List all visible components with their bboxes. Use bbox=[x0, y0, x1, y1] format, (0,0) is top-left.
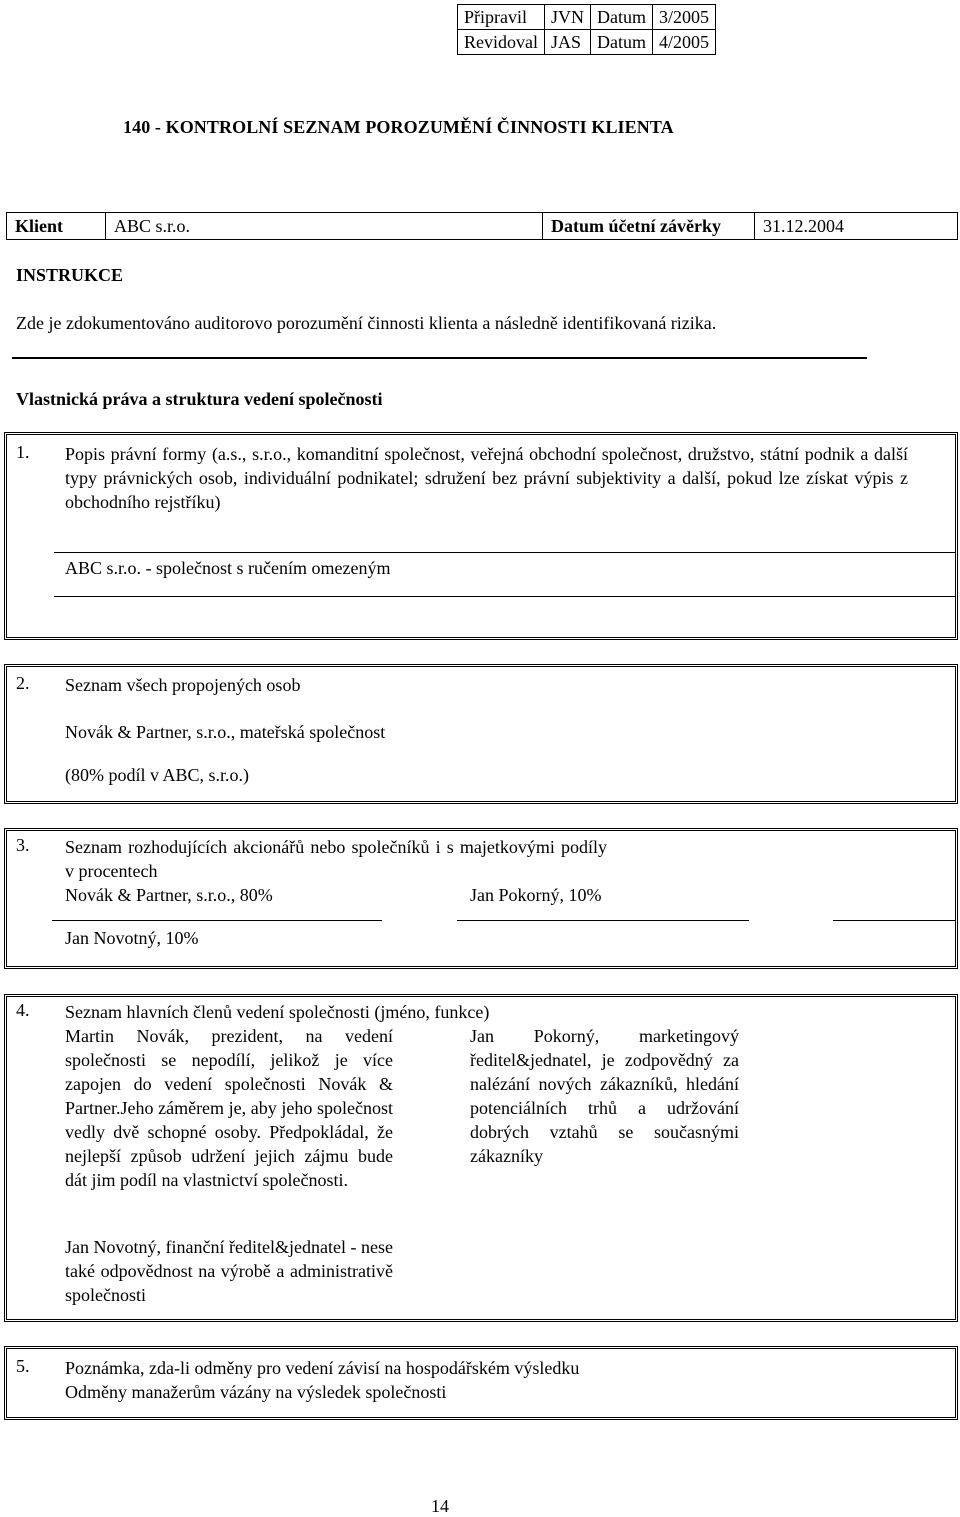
answer-line bbox=[52, 920, 382, 921]
item3-question: Seznam rozhodujících akcionářů nebo společníků i s majetkovými podíly v procentech bbox=[65, 837, 607, 881]
prepared-date-label: Datum bbox=[591, 5, 653, 30]
revised-label: Revidoval bbox=[458, 30, 545, 55]
item5-answer: Odměny manažerům vázány na výsledek společnosti bbox=[65, 1382, 447, 1402]
item1-answer: ABC s.r.o. - společnost s ručením omezeným bbox=[65, 558, 391, 578]
item2-answer-line1: Novák & Partner, s.r.o., mateřská společnost bbox=[65, 722, 386, 742]
answer-line bbox=[54, 596, 955, 597]
item2-number: 2. bbox=[16, 673, 30, 693]
item4-number: 4. bbox=[16, 1000, 30, 1020]
shareholder-1: Novák & Partner, s.r.o., 80% bbox=[65, 885, 273, 905]
prepared-row bbox=[458, 5, 716, 30]
client-table bbox=[6, 212, 958, 240]
item5-question: Poznámka, zda-li odměny pro vedení závisí na hospodářském výsledku bbox=[65, 1358, 580, 1378]
page-number: 14 bbox=[431, 1496, 449, 1516]
divider bbox=[12, 357, 867, 359]
item2-answer-line2: (80% podíl v ABC, s.r.o.) bbox=[65, 765, 250, 785]
closing-date-value: 31.12.2004 bbox=[755, 213, 958, 240]
management-member-2: Jan Pokorný, marketingový ředitel&jednatel, je zodpovědný za nalézání nových zákazníků, hledání potenciálních trhů a udržování dobrých vztahů se současnými zákazníky bbox=[470, 1026, 739, 1166]
prepared-label: Připravil bbox=[458, 5, 545, 30]
client-value: ABC s.r.o. bbox=[106, 213, 543, 240]
answer-line bbox=[54, 552, 955, 553]
revised-date-label: Datum bbox=[591, 30, 653, 55]
answer-line bbox=[833, 920, 955, 921]
management-member-3: Jan Novotný, finanční ředitel&jednatel - nese také odpovědnost na výrobě a administrativě společnosti bbox=[65, 1237, 393, 1305]
prepared-date: 3/2005 bbox=[653, 5, 716, 30]
item3-number: 3. bbox=[16, 835, 30, 855]
item2-question: Seznam všech propojených osob bbox=[65, 675, 301, 695]
instructions-heading: INSTRUKCE bbox=[16, 265, 124, 285]
item1-question: Popis právní formy (a.s., s.r.o., komanditní společnost, veřejná obchodní společnost, družstvo, státní podnik a další typy právnických osob, individuální podnikatel; sdružení bez právní subjektivity a další, pokud lze získat výpis z obchodního rejstříku) bbox=[65, 444, 908, 512]
prepared-by: JVN bbox=[545, 5, 591, 30]
item4-question: Seznam hlavních členů vedení společnosti (jméno, funkce) bbox=[65, 1002, 490, 1022]
shareholder-3: Jan Novotný, 10% bbox=[65, 928, 199, 948]
answer-line bbox=[457, 920, 749, 921]
revision-table bbox=[457, 4, 716, 55]
client-label: Klient bbox=[7, 213, 106, 240]
closing-date-label: Datum účetní závěrky bbox=[543, 213, 755, 240]
shareholder-2: Jan Pokorný, 10% bbox=[470, 885, 602, 905]
instructions-text: Zde je zdokumentováno auditorovo porozumění činnosti klienta a následně identifikovaná rizika. bbox=[16, 313, 717, 333]
management-member-1: Martin Novák, prezident, na vedení společnosti se nepodílí, jelikož je více zapojen do vedení společnosti Novák & Partner.Jeho záměrem je, aby jeho společnost vedly dvě schopné osoby. Předpokládal, že nejlepší způsob udržení jejich zájmu bude dát jim podíl na vlastnictví společnosti. bbox=[65, 1026, 393, 1190]
revised-date: 4/2005 bbox=[653, 30, 716, 55]
revised-by: JAS bbox=[545, 30, 591, 55]
item5-number: 5. bbox=[16, 1356, 30, 1376]
revised-row bbox=[458, 30, 716, 55]
section-heading: Vlastnická práva a struktura vedení společnosti bbox=[16, 389, 383, 409]
document-title: 140 - KONTROLNÍ SEZNAM POROZUMĚNÍ ČINNOSTI KLIENTA bbox=[123, 117, 674, 137]
item1-number: 1. bbox=[16, 442, 30, 462]
